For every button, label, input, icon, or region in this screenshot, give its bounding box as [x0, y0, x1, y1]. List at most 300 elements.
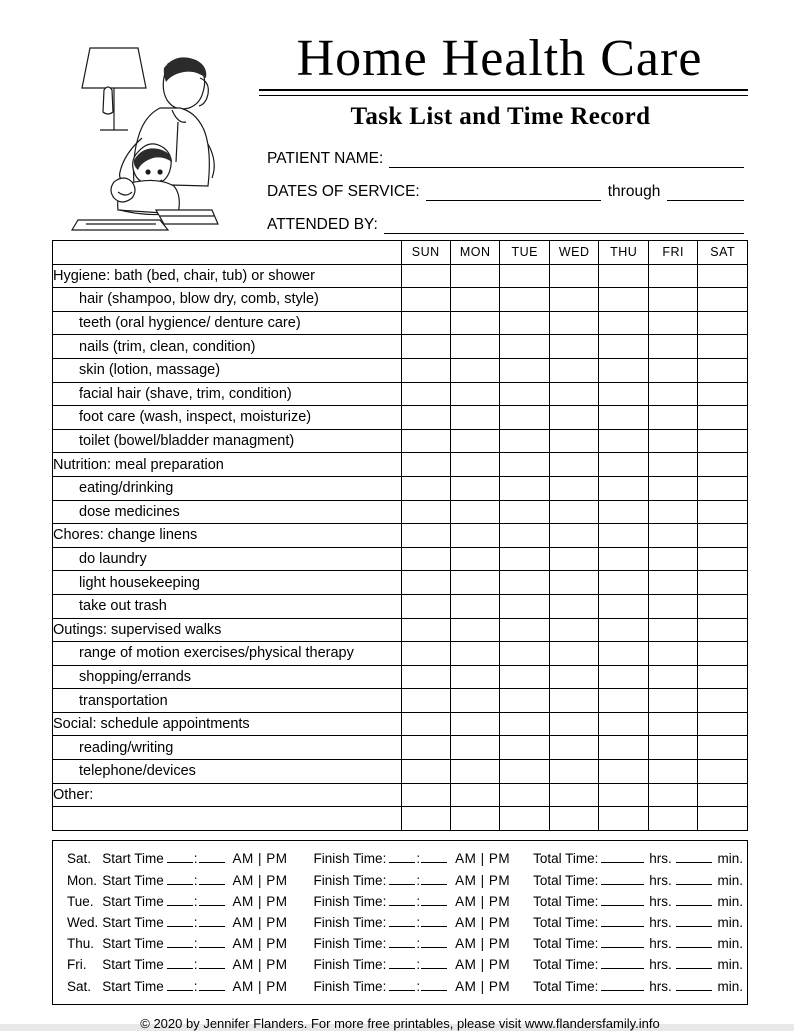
attended-by-input[interactable] [384, 218, 744, 234]
task-checkbox-cell[interactable] [599, 524, 648, 548]
task-checkbox-cell[interactable] [599, 476, 648, 500]
task-checkbox-cell[interactable] [401, 453, 450, 477]
task-checkbox-cell[interactable] [450, 335, 499, 359]
task-checkbox-cell[interactable] [401, 783, 450, 807]
task-checkbox-cell[interactable] [698, 382, 748, 406]
task-checkbox-cell[interactable] [450, 524, 499, 548]
task-checkbox-cell[interactable] [599, 642, 648, 666]
hours-unit-label: hrs. [649, 893, 672, 909]
task-checkbox-cell[interactable] [401, 476, 450, 500]
task-checkbox-cell[interactable] [450, 736, 499, 760]
finish-ampm-toggle[interactable]: AM | PM [455, 957, 511, 973]
total-minutes-input[interactable] [676, 978, 713, 991]
task-checkbox-cell[interactable] [648, 382, 697, 406]
task-checkbox-cell[interactable] [599, 807, 648, 831]
task-checkbox-cell[interactable] [401, 500, 450, 524]
task-label: take out trash [53, 594, 402, 618]
task-checkbox-cell[interactable] [648, 642, 697, 666]
finish-minute-input[interactable] [421, 872, 447, 885]
task-checkbox-cell[interactable] [450, 264, 499, 288]
task-checkbox-cell[interactable] [450, 476, 499, 500]
through-label: through [607, 183, 661, 200]
task-checkbox-cell[interactable] [549, 783, 598, 807]
task-checkbox-cell[interactable] [698, 311, 748, 335]
task-checkbox-cell[interactable] [500, 547, 549, 571]
start-ampm-toggle[interactable]: AM | PM [232, 978, 288, 994]
time-record-table [52, 840, 748, 1005]
task-checkbox-cell[interactable] [450, 594, 499, 618]
task-checkbox-cell[interactable] [500, 736, 549, 760]
task-label: telephone/devices [53, 760, 402, 784]
task-checkbox-cell[interactable] [401, 547, 450, 571]
task-label: Social: schedule appointments [53, 712, 402, 736]
task-checkbox-cell[interactable] [599, 335, 648, 359]
start-time-label: Start Time [102, 893, 164, 909]
task-checkbox-cell[interactable] [698, 476, 748, 500]
task-checkbox-cell[interactable] [450, 712, 499, 736]
task-checkbox-cell[interactable] [599, 406, 648, 430]
task-label: do laundry [53, 547, 402, 571]
start-ampm-toggle[interactable]: AM | PM [232, 872, 288, 888]
task-checkbox-cell[interactable] [648, 689, 697, 713]
finish-minute-input[interactable] [421, 978, 447, 991]
task-checkbox-cell[interactable] [549, 712, 598, 736]
finish-ampm-toggle[interactable]: AM | PM [455, 893, 511, 909]
table-row [53, 736, 748, 760]
task-checkbox-cell[interactable] [500, 783, 549, 807]
task-checkbox-cell[interactable] [698, 783, 748, 807]
task-checkbox-cell[interactable] [698, 712, 748, 736]
task-checkbox-cell[interactable] [500, 712, 549, 736]
task-checkbox-cell[interactable] [599, 547, 648, 571]
day-header-sat: SAT [698, 241, 748, 265]
dates-of-service-row [267, 183, 744, 201]
task-checkbox-cell[interactable] [450, 783, 499, 807]
finish-minute-input[interactable] [421, 914, 447, 927]
table-row [53, 406, 748, 430]
task-label: transportation [53, 689, 402, 713]
total-minutes-input[interactable] [676, 914, 713, 927]
table-row [53, 547, 748, 571]
task-checkbox-cell[interactable] [648, 264, 697, 288]
task-checkbox-cell[interactable] [549, 288, 598, 312]
total-hours-input[interactable] [601, 956, 644, 969]
task-checkbox-cell[interactable] [648, 807, 697, 831]
task-checkbox-cell[interactable] [549, 547, 598, 571]
task-checkbox-cell[interactable] [648, 594, 697, 618]
total-minutes-input[interactable] [676, 956, 713, 969]
finish-minute-input[interactable] [421, 850, 447, 863]
finish-ampm-toggle[interactable]: AM | PM [455, 851, 511, 867]
task-checkbox-cell[interactable] [599, 571, 648, 595]
finish-minute-input[interactable] [421, 935, 447, 948]
task-checkbox-cell[interactable] [698, 406, 748, 430]
start-hour-input[interactable] [167, 956, 193, 969]
finish-hour-input[interactable] [389, 978, 415, 991]
task-checkbox-cell[interactable] [549, 311, 598, 335]
task-checkbox-cell[interactable] [549, 807, 598, 831]
task-checkbox-cell[interactable] [500, 524, 549, 548]
task-checkbox-cell[interactable] [549, 618, 598, 642]
finish-time-label: Finish Time: [313, 915, 387, 930]
task-checkbox-cell[interactable] [698, 571, 748, 595]
hours-unit-label: hrs. [649, 936, 672, 952]
start-minute-input[interactable] [199, 956, 225, 969]
task-checkbox-cell[interactable] [500, 807, 549, 831]
task-label: reading/writing [53, 736, 402, 760]
task-checkbox-cell[interactable] [500, 500, 549, 524]
start-time-label: Start Time [102, 851, 164, 867]
finish-ampm-toggle[interactable]: AM | PM [455, 978, 511, 994]
time-row-day: Sat. [67, 978, 92, 994]
total-time-label: Total Time: [533, 957, 599, 973]
task-checkbox-cell[interactable] [648, 288, 697, 312]
task-checkbox-cell[interactable] [648, 358, 697, 382]
task-checkbox-cell[interactable] [401, 335, 450, 359]
table-row [53, 358, 748, 382]
finish-time-label: Finish Time: [313, 872, 387, 888]
task-checkbox-cell[interactable] [450, 382, 499, 406]
task-checkbox-cell[interactable] [549, 594, 598, 618]
total-minutes-input[interactable] [676, 935, 713, 948]
finish-time-label: Finish Time: [313, 978, 387, 994]
task-checkbox-cell[interactable] [549, 264, 598, 288]
task-checkbox-cell[interactable] [549, 382, 598, 406]
time-record-row: Fri. Start Time : AM | PM Finish Time: : AM | PM Total Time: hrs. min. [53, 954, 747, 975]
task-checkbox-cell[interactable] [500, 642, 549, 666]
start-ampm-toggle[interactable]: AM | PM [232, 893, 288, 909]
start-time-label: Start Time [102, 978, 164, 994]
task-checkbox-cell[interactable] [698, 335, 748, 359]
total-hours-input[interactable] [601, 935, 644, 948]
task-checkbox-cell[interactable] [648, 618, 697, 642]
task-checkbox-cell[interactable] [401, 618, 450, 642]
task-checkbox-cell[interactable] [500, 760, 549, 784]
task-checkbox-cell[interactable] [500, 358, 549, 382]
patient-name-input[interactable] [389, 152, 744, 168]
start-minute-input[interactable] [199, 978, 225, 991]
task-checkbox-cell[interactable] [401, 689, 450, 713]
task-checkbox-cell[interactable] [450, 453, 499, 477]
task-checkbox-cell[interactable] [648, 311, 697, 335]
task-checkbox-cell[interactable] [450, 500, 499, 524]
task-checkbox-cell[interactable] [549, 500, 598, 524]
finish-ampm-toggle[interactable]: AM | PM [455, 936, 511, 952]
task-checkbox-cell[interactable] [450, 358, 499, 382]
task-checkbox-cell[interactable] [450, 311, 499, 335]
task-checkbox-cell[interactable] [549, 760, 598, 784]
task-checkbox-cell[interactable] [648, 665, 697, 689]
task-checkbox-cell[interactable] [401, 736, 450, 760]
task-label: range of motion exercises/physical therapy [53, 642, 402, 666]
task-checkbox-cell[interactable] [648, 571, 697, 595]
task-checkbox-cell[interactable] [500, 476, 549, 500]
task-checkbox-cell[interactable] [698, 665, 748, 689]
task-checkbox-cell[interactable] [599, 760, 648, 784]
task-checkbox-cell[interactable] [599, 665, 648, 689]
total-minutes-input[interactable] [676, 893, 713, 906]
task-checkbox-cell[interactable] [450, 689, 499, 713]
task-table-body [53, 264, 748, 830]
task-checkbox-cell[interactable] [500, 689, 549, 713]
task-checkbox-cell[interactable] [599, 783, 648, 807]
task-checkbox-cell[interactable] [401, 594, 450, 618]
task-checkbox-cell[interactable] [698, 288, 748, 312]
task-checkbox-cell[interactable] [698, 429, 748, 453]
task-checkbox-cell[interactable] [698, 760, 748, 784]
task-checkbox-cell[interactable] [648, 335, 697, 359]
task-checkbox-cell[interactable] [648, 453, 697, 477]
task-checkbox-cell[interactable] [698, 264, 748, 288]
task-checkbox-cell[interactable] [549, 406, 598, 430]
task-checkbox-cell[interactable] [401, 429, 450, 453]
task-checkbox-cell[interactable] [648, 547, 697, 571]
task-checkbox-cell[interactable] [549, 736, 598, 760]
start-minute-input[interactable] [199, 914, 225, 927]
task-checkbox-cell[interactable] [500, 429, 549, 453]
task-checkbox-cell[interactable] [648, 500, 697, 524]
task-checkbox-cell[interactable] [698, 453, 748, 477]
task-label: light housekeeping [53, 571, 402, 595]
task-label: Outings: supervised walks [53, 618, 402, 642]
finish-time-label: Finish Time: [313, 893, 387, 909]
start-hour-input[interactable] [167, 978, 193, 991]
task-checkbox-cell[interactable] [648, 524, 697, 548]
day-header-fri: FRI [648, 241, 697, 265]
total-minutes-input[interactable] [676, 872, 713, 885]
task-checkbox-cell[interactable] [549, 476, 598, 500]
task-checkbox-cell[interactable] [401, 288, 450, 312]
task-checkbox-cell[interactable] [401, 524, 450, 548]
task-checkbox-cell[interactable] [401, 264, 450, 288]
time-record-row: Thu. Start Time : AM | PM Finish Time: : AM | PM Total Time: hrs. min. [53, 933, 747, 954]
table-row [53, 335, 748, 359]
task-checkbox-cell[interactable] [450, 288, 499, 312]
total-hours-input[interactable] [601, 872, 644, 885]
finish-ampm-toggle[interactable]: AM | PM [455, 915, 511, 930]
title-divider [259, 89, 748, 96]
task-checkbox-cell[interactable] [500, 288, 549, 312]
task-label: Hygiene: bath (bed, chair, tub) or shower [53, 264, 402, 288]
total-time-label: Total Time: [533, 978, 599, 994]
start-time-label: Start Time [102, 957, 164, 973]
task-checkbox-cell[interactable] [599, 429, 648, 453]
task-checkbox-cell[interactable] [401, 712, 450, 736]
patient-name-row [267, 150, 744, 168]
task-checkbox-cell[interactable] [450, 429, 499, 453]
task-checkbox-cell[interactable] [698, 524, 748, 548]
task-checkbox-cell[interactable] [450, 642, 499, 666]
task-checkbox-cell[interactable] [401, 311, 450, 335]
task-label: shopping/errands [53, 665, 402, 689]
task-checkbox-cell[interactable] [401, 642, 450, 666]
task-checkbox-cell[interactable] [698, 358, 748, 382]
task-checkbox-cell[interactable] [549, 689, 598, 713]
task-checkbox-cell[interactable] [401, 807, 450, 831]
task-checkbox-cell[interactable] [401, 571, 450, 595]
task-checkbox-cell[interactable] [401, 406, 450, 430]
minutes-unit-label: min. [717, 957, 743, 973]
start-ampm-toggle[interactable]: AM | PM [232, 915, 288, 930]
hours-unit-label: hrs. [649, 978, 672, 994]
hours-unit-label: hrs. [649, 915, 672, 930]
finish-minute-input[interactable] [421, 956, 447, 969]
table-row [53, 524, 748, 548]
task-table [52, 240, 748, 831]
finish-hour-input[interactable] [389, 872, 415, 885]
task-checkbox-cell[interactable] [648, 429, 697, 453]
task-checkbox-cell[interactable] [549, 524, 598, 548]
title-block [237, 32, 748, 131]
start-minute-input[interactable] [199, 893, 225, 906]
task-checkbox-cell[interactable] [599, 712, 648, 736]
task-checkbox-cell[interactable] [549, 665, 598, 689]
task-checkbox-cell[interactable] [599, 618, 648, 642]
task-label: eating/drinking [53, 476, 402, 500]
task-checkbox-cell[interactable] [648, 736, 697, 760]
table-row [53, 665, 748, 689]
task-checkbox-cell[interactable] [698, 500, 748, 524]
time-record-row: Wed. Start Time : AM | PM Finish Time: : AM | PM Total Time: hrs. min. [53, 911, 747, 932]
task-label: facial hair (shave, trim, condition) [53, 382, 402, 406]
task-checkbox-cell[interactable] [500, 453, 549, 477]
task-checkbox-cell[interactable] [648, 476, 697, 500]
task-checkbox-cell[interactable] [599, 736, 648, 760]
task-checkbox-cell[interactable] [500, 618, 549, 642]
task-checkbox-cell[interactable] [549, 358, 598, 382]
finish-minute-input[interactable] [421, 893, 447, 906]
task-checkbox-cell[interactable] [698, 594, 748, 618]
finish-hour-input[interactable] [389, 935, 415, 948]
task-checkbox-cell[interactable] [698, 807, 748, 831]
task-checkbox-cell[interactable] [500, 264, 549, 288]
table-row [53, 571, 748, 595]
table-row [53, 453, 748, 477]
task-checkbox-cell[interactable] [500, 311, 549, 335]
task-checkbox-cell[interactable] [450, 571, 499, 595]
task-checkbox-cell[interactable] [549, 335, 598, 359]
task-checkbox-cell[interactable] [549, 453, 598, 477]
start-ampm-toggle[interactable]: AM | PM [232, 851, 288, 867]
start-time-label: Start Time [102, 915, 164, 930]
table-row [53, 264, 748, 288]
start-ampm-toggle[interactable]: AM | PM [232, 957, 288, 973]
task-checkbox-cell[interactable] [500, 382, 549, 406]
start-minute-input[interactable] [199, 872, 225, 885]
table-row [53, 311, 748, 335]
task-checkbox-cell[interactable] [648, 783, 697, 807]
task-checkbox-cell[interactable] [500, 335, 549, 359]
task-checkbox-cell[interactable] [401, 760, 450, 784]
start-time-label: Start Time [102, 872, 164, 888]
date-start-input[interactable] [426, 185, 601, 201]
date-end-input[interactable] [667, 185, 744, 201]
task-checkbox-cell[interactable] [450, 760, 499, 784]
start-hour-input[interactable] [167, 850, 193, 863]
start-minute-input[interactable] [199, 850, 225, 863]
finish-hour-input[interactable] [389, 850, 415, 863]
task-checkbox-cell[interactable] [500, 665, 549, 689]
task-checkbox-cell[interactable] [450, 665, 499, 689]
total-hours-input[interactable] [601, 978, 644, 991]
task-checkbox-cell[interactable] [500, 406, 549, 430]
day-header-tue: TUE [500, 241, 549, 265]
task-checkbox-cell[interactable] [500, 594, 549, 618]
task-checkbox-cell[interactable] [450, 618, 499, 642]
task-checkbox-cell[interactable] [698, 642, 748, 666]
task-checkbox-cell[interactable] [500, 571, 549, 595]
total-minutes-input[interactable] [676, 850, 713, 863]
task-label: toilet (bowel/bladder managment) [53, 429, 402, 453]
dates-of-service-label: DATES OF SERVICE: [267, 183, 420, 200]
task-checkbox-cell[interactable] [648, 406, 697, 430]
total-hours-input[interactable] [601, 893, 644, 906]
task-checkbox-cell[interactable] [401, 665, 450, 689]
task-checkbox-cell[interactable] [549, 571, 598, 595]
footer-credit: © 2020 by Jennifer Flanders. For more free printables, please visit www.flandersfamily.info [140, 1016, 660, 1031]
task-checkbox-cell[interactable] [599, 264, 648, 288]
task-checkbox-cell[interactable] [549, 429, 598, 453]
total-hours-input[interactable] [601, 850, 644, 863]
task-checkbox-cell[interactable] [599, 382, 648, 406]
task-checkbox-cell[interactable] [450, 406, 499, 430]
task-checkbox-cell[interactable] [599, 358, 648, 382]
table-row [53, 476, 748, 500]
task-checkbox-cell[interactable] [599, 311, 648, 335]
finish-ampm-toggle[interactable]: AM | PM [455, 872, 511, 888]
task-checkbox-cell[interactable] [648, 712, 697, 736]
task-checkbox-cell[interactable] [648, 760, 697, 784]
start-hour-input[interactable] [167, 914, 193, 927]
task-label: foot care (wash, inspect, moisturize) [53, 406, 402, 430]
task-checkbox-cell[interactable] [599, 288, 648, 312]
start-hour-input[interactable] [167, 935, 193, 948]
document-header [52, 22, 748, 240]
task-checkbox-cell[interactable] [401, 358, 450, 382]
finish-hour-input[interactable] [389, 914, 415, 927]
task-checkbox-cell[interactable] [401, 382, 450, 406]
start-hour-input[interactable] [167, 893, 193, 906]
minutes-unit-label: min. [717, 851, 743, 867]
minutes-unit-label: min. [717, 936, 743, 952]
total-hours-input[interactable] [601, 914, 644, 927]
task-checkbox-cell[interactable] [599, 500, 648, 524]
finish-hour-input[interactable] [389, 893, 415, 906]
day-header-wed: WED [549, 241, 598, 265]
task-checkbox-cell[interactable] [698, 689, 748, 713]
task-checkbox-cell[interactable] [698, 618, 748, 642]
task-checkbox-cell[interactable] [698, 736, 748, 760]
task-checkbox-cell[interactable] [549, 642, 598, 666]
table-row [53, 807, 748, 831]
minutes-unit-label: min. [717, 978, 743, 994]
task-checkbox-cell[interactable] [450, 807, 499, 831]
task-checkbox-cell[interactable] [599, 689, 648, 713]
finish-time-label: Finish Time: [313, 851, 387, 867]
task-checkbox-cell[interactable] [450, 547, 499, 571]
start-minute-input[interactable] [199, 935, 225, 948]
task-checkbox-cell[interactable] [599, 453, 648, 477]
task-checkbox-cell[interactable] [599, 594, 648, 618]
task-checkbox-cell[interactable] [698, 547, 748, 571]
start-hour-input[interactable] [167, 872, 193, 885]
start-ampm-toggle[interactable]: AM | PM [232, 936, 288, 952]
total-time-label: Total Time: [533, 936, 599, 952]
time-record-row: Mon. Start Time : AM | PM Finish Time: : AM | PM Total Time: hrs. min. [53, 869, 747, 890]
finish-hour-input[interactable] [389, 956, 415, 969]
finish-time-label: Finish Time: [313, 957, 387, 973]
task-label: teeth (oral hygience/ denture care) [53, 311, 402, 335]
